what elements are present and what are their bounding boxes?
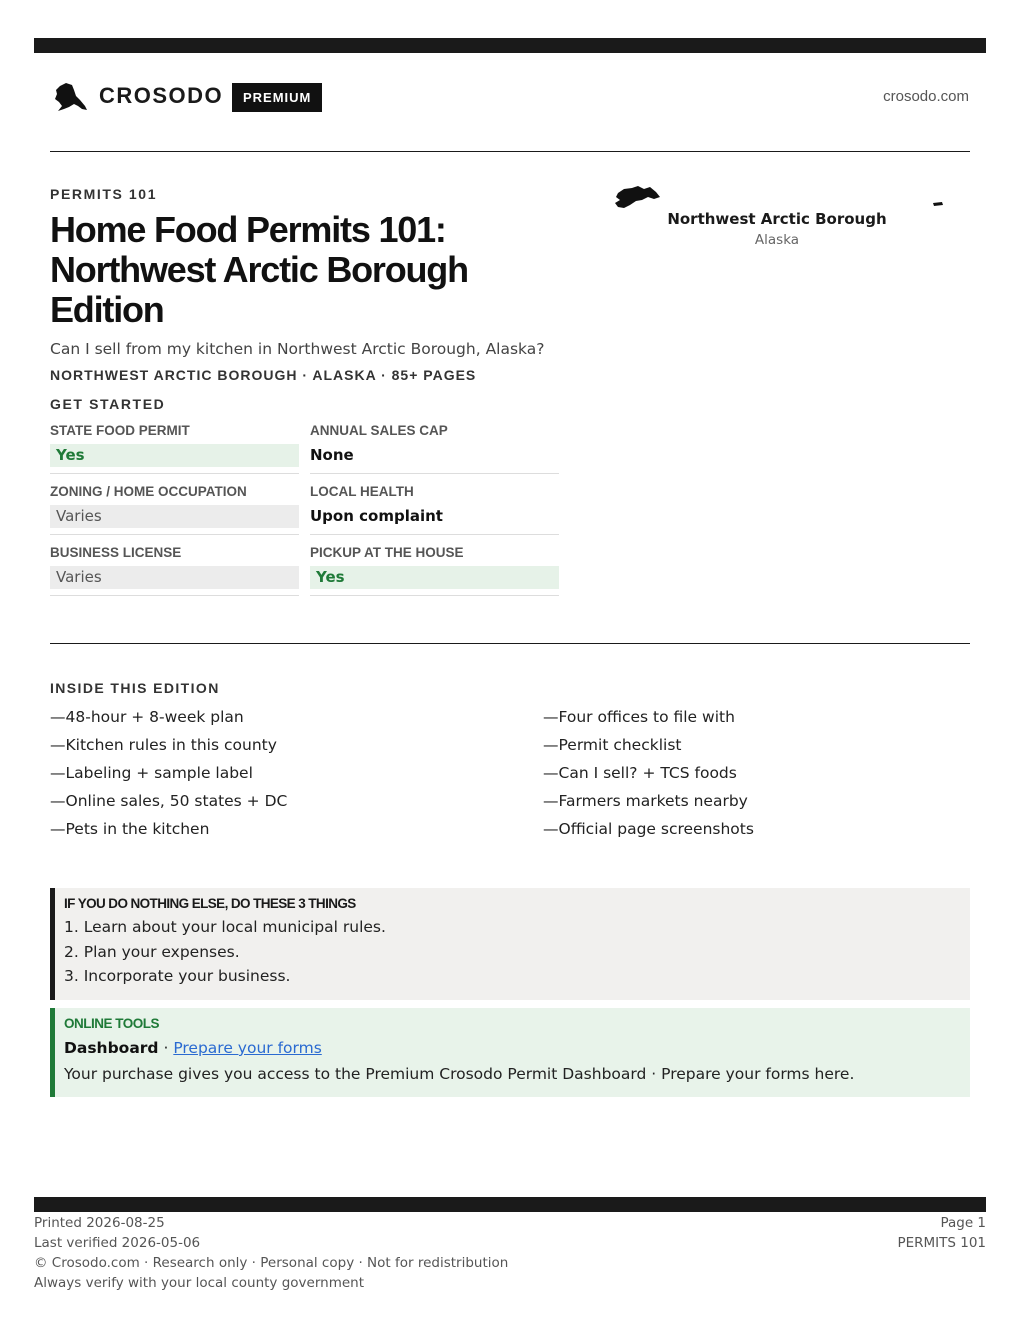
fact-label: ANNUAL SALES CAP	[310, 423, 448, 438]
map-state-name: Alaska	[754, 232, 800, 248]
list-item: 1. Learn about your local municipal rules.	[64, 918, 386, 936]
bottom-bar	[34, 1197, 986, 1212]
list-item: —Pets in the kitchen	[50, 820, 210, 838]
header-divider	[50, 151, 970, 152]
copyright: © Crosodo.com · Research only · Personal copy · Not for redistribution	[34, 1255, 509, 1271]
callout-list	[64, 915, 970, 989]
list-item: —Farmers markets nearby	[543, 792, 748, 810]
fact-zoning	[50, 483, 299, 535]
page-subtitle: Can I sell from my kitchen in Northwest Arctic Borough, Alaska?	[50, 340, 545, 358]
online-tools-box	[50, 1008, 970, 1097]
fact-pickup-at-house	[310, 544, 559, 596]
list-item: —Permit checklist	[543, 736, 682, 754]
fact-label: ZONING / HOME OCCUPATION	[50, 484, 247, 499]
brand-name[interactable]: CROSODO	[99, 83, 224, 108]
separator: ·	[158, 1039, 174, 1057]
fact-value: None	[310, 446, 354, 464]
verify-note: Always verify with your local county government	[34, 1275, 364, 1291]
list-item: —48-hour + 8-week plan	[50, 708, 244, 726]
footer-right	[897, 1213, 986, 1253]
fact-value: Upon complaint	[310, 507, 443, 525]
list-item: —Labeling + sample label	[50, 764, 253, 782]
map-marker-icon	[932, 200, 944, 208]
site-url[interactable]: crosodo.com	[883, 88, 969, 105]
fact-label: STATE FOOD PERMIT	[50, 423, 190, 438]
list-item: —Kitchen rules in this county	[50, 736, 277, 754]
fact-annual-sales-cap	[310, 422, 559, 474]
footer-section: PERMITS 101	[897, 1235, 986, 1251]
page-number: Page 1	[940, 1215, 986, 1231]
borough-map-icon	[612, 183, 662, 213]
callout-title: IF YOU DO NOTHING ELSE, DO THESE 3 THINGS	[64, 896, 356, 911]
edition-meta: NORTHWEST ARCTIC BOROUGH · ALASKA · 85+ PAGES	[50, 367, 477, 383]
fact-label: PICKUP AT THE HOUSE	[310, 545, 464, 560]
fact-value: Varies	[50, 566, 299, 589]
tools-links	[64, 1037, 970, 1059]
list-item: —Official page screenshots	[543, 820, 754, 838]
map-borough-name: Northwest Arctic Borough	[667, 210, 887, 228]
fact-business-license	[50, 544, 299, 596]
list-item: —Four offices to file with	[543, 708, 735, 726]
fact-local-health	[310, 483, 559, 535]
list-item: 2. Plan your expenses.	[64, 942, 240, 961]
footer-left	[34, 1213, 508, 1293]
list-item: —Online sales, 50 states + DC	[50, 792, 288, 810]
get-started-heading: GET STARTED	[50, 396, 166, 412]
alaska-map-icon	[52, 82, 88, 112]
prepare-forms-link[interactable]: Prepare your forms	[173, 1039, 322, 1057]
verified-date: Last verified 2026-05-06	[34, 1235, 201, 1251]
list-item: —Can I sell? + TCS foods	[543, 764, 737, 782]
premium-badge: PREMIUM	[232, 83, 322, 112]
top-three-callout	[50, 888, 970, 1000]
borough-map	[610, 180, 950, 260]
list-item: 3. Incorporate your business.	[64, 967, 291, 985]
header	[50, 80, 970, 114]
fact-value: Varies	[50, 505, 299, 528]
inside-edition-heading: INSIDE THIS EDITION	[50, 680, 220, 696]
tools-title: ONLINE TOOLS	[64, 1016, 160, 1031]
fact-label: LOCAL HEALTH	[310, 484, 414, 499]
tools-description: Your purchase gives you access to the Premium Crosodo Permit Dashboard · Prepare your forms here.	[64, 1065, 855, 1083]
inside-list-left	[50, 706, 287, 846]
page-title: Home Food Permits 101: Northwest Arctic Borough Edition	[50, 209, 468, 330]
printed-date: Printed 2026-08-25	[34, 1215, 165, 1231]
fact-state-food-permit	[50, 422, 299, 474]
fact-label: BUSINESS LICENSE	[50, 545, 182, 560]
section-kicker: PERMITS 101	[50, 186, 158, 202]
fact-value: Yes	[50, 444, 299, 467]
top-bar	[34, 38, 986, 53]
dashboard-label: Dashboard	[64, 1039, 159, 1057]
section-divider	[50, 643, 970, 644]
fact-value: Yes	[310, 566, 559, 589]
inside-list-right	[543, 706, 754, 846]
